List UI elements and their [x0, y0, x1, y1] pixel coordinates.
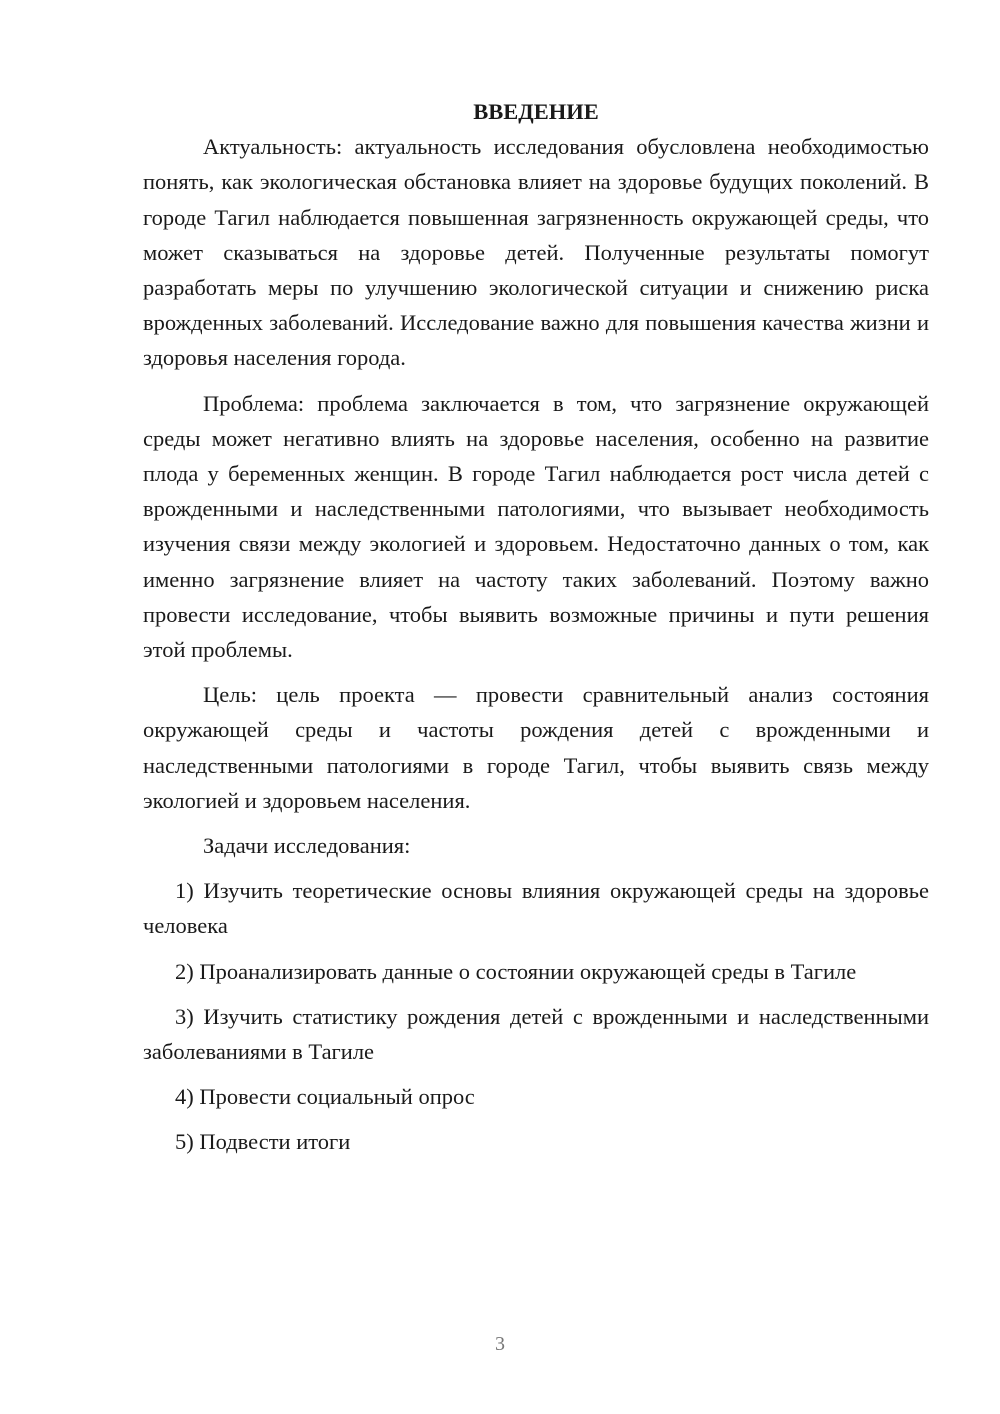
problem-paragraph: Проблема: проблема заключается в том, что загрязнение окружающей среды может негативно влиять на здоровье населения, особенно на развитие плода у беременных женщин. В городе Тагил наблюдается рост числа детей с врожденными и наследственными патологиями, что вызывает необходимость изучения связи между экологией и здоровьем. Недостаточно данных о том, как именно загрязнение влияет на частоту таких заболеваний. Поэтому важно провести исследование, чтобы выявить возможные причины и пути решения этой проблемы.	[143, 390, 929, 663]
page-body	[143, 94, 929, 1170]
relevance-paragraph: Актуальность: актуальность исследования обусловлена необходимостью понять, как экологическая обстановка влияет на здоровье будущих поколений. В городе Тагил наблюдается повышенная загрязненность окружающей среды, что может сказываться на здоровье детей. Полученные результаты помогут разработать меры по улучшению экологической ситуации и снижению риска врожденных заболеваний. Исследование важно для повышения качества жизни и здоровья населения города.	[143, 134, 929, 371]
page-number: 3	[495, 1333, 505, 1355]
task-item: 3) Изучить статистику рождения детей с врожденными и наследственными заболеваниями в Тагиле	[143, 1003, 929, 1065]
task-item: 4) Провести социальный опрос	[175, 1084, 475, 1110]
task-item: 5) Подвести итоги	[175, 1129, 351, 1155]
tasks-title: Задачи исследования:	[203, 833, 411, 859]
goal-paragraph: Цель: цель проекта — провести сравнительный анализ состояния окружающей среды и частоты рождения детей с врожденными и наследственными патологиями в городе Тагил, чтобы выявить связь между экологией и здоровьем населения.	[143, 682, 929, 813]
task-item: 1) Изучить теоретические основы влияния окружающей среды на здоровье человека	[143, 878, 929, 939]
task-item: 2) Проанализировать данные о состоянии окружающей среды в Тагиле	[175, 958, 857, 984]
page-title: ВВЕДЕНИЕ	[473, 99, 599, 124]
